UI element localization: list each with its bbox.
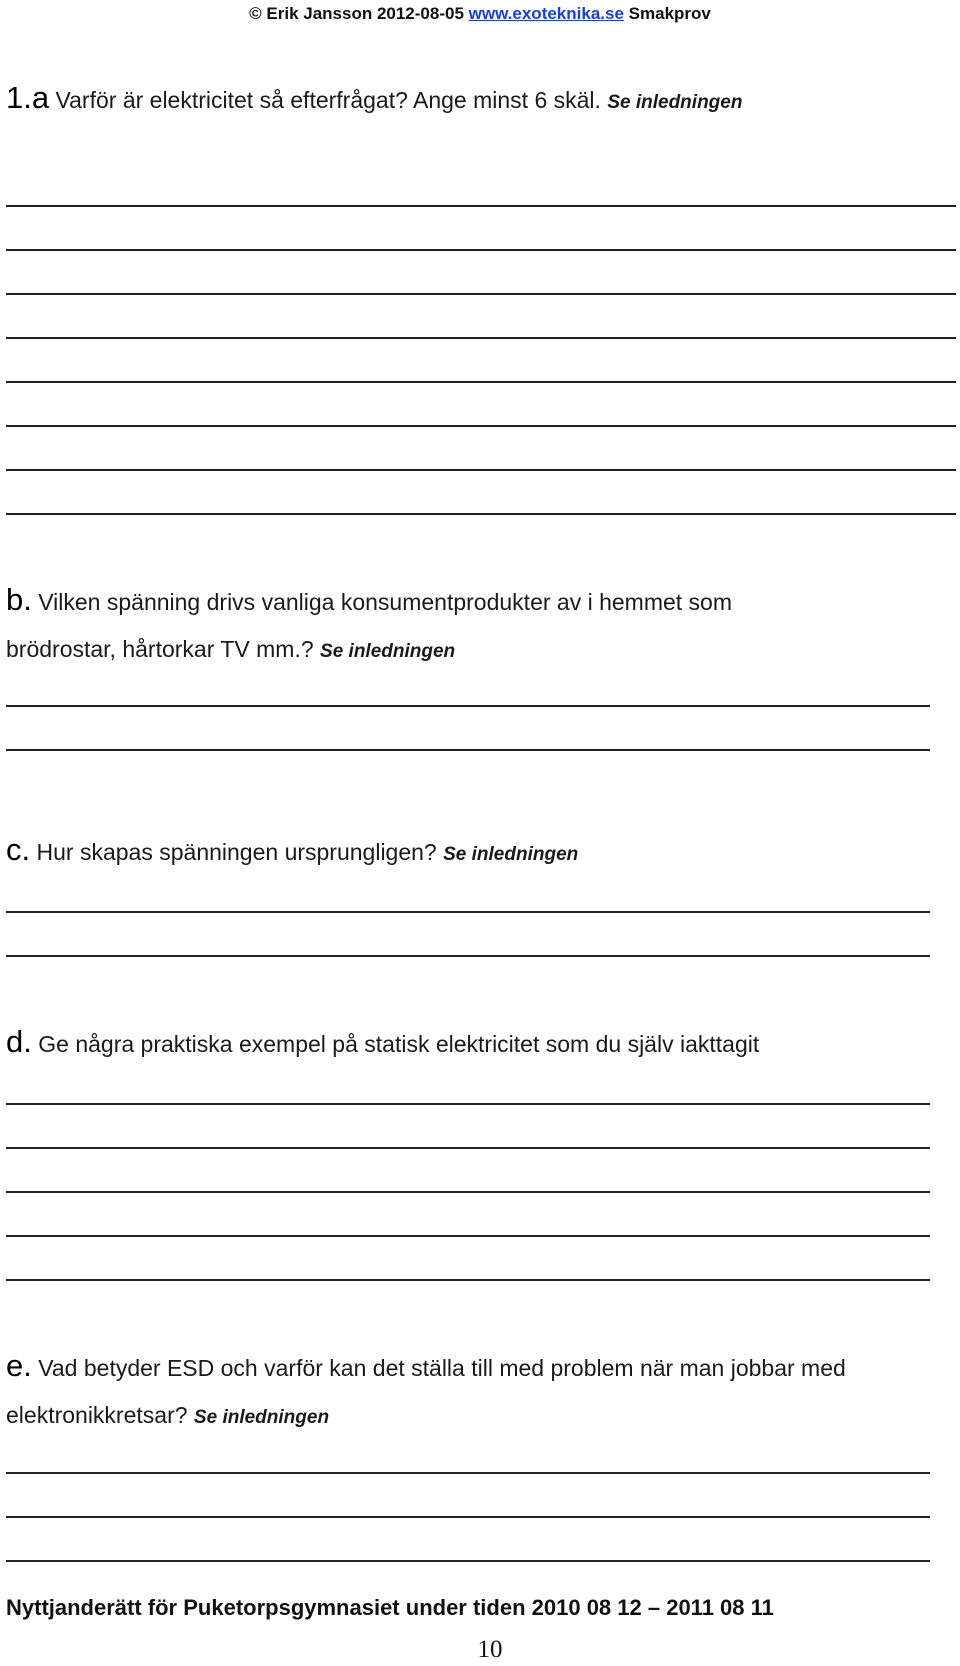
question-text: Vad betyder ESD och varför kan det ställa till med problem när man jobbar med	[31, 1355, 846, 1381]
answer-line[interactable]	[6, 1560, 930, 1562]
question-text: elektronikkretsar?	[6, 1402, 194, 1428]
answer-line[interactable]	[6, 749, 930, 751]
answer-line[interactable]	[6, 425, 956, 427]
question-number: e.	[6, 1348, 32, 1383]
question-number: 1.a	[6, 80, 50, 115]
question-b	[6, 582, 732, 618]
answer-line[interactable]	[6, 911, 930, 913]
header-tag: Smakprov	[628, 4, 711, 23]
page-number: 10	[477, 1636, 503, 1663]
question-text: Varför är elektricitet så efterfrågat? Ange minst 6 skäl.	[49, 87, 608, 113]
question-d	[6, 1024, 759, 1060]
answer-line[interactable]	[6, 249, 956, 251]
answer-line[interactable]	[6, 705, 930, 707]
answer-line[interactable]	[6, 469, 956, 471]
answer-line[interactable]	[6, 1103, 930, 1105]
answer-line[interactable]	[6, 337, 956, 339]
license-footer: Nyttjanderätt för Puketorpsgymnasiet under tiden 2010 08 12 – 2011 08 11	[6, 1595, 774, 1620]
answer-line[interactable]	[6, 1516, 930, 1518]
answer-line[interactable]	[6, 513, 956, 515]
question-b-continued	[6, 636, 455, 663]
question-text: brödrostar, hårtorkar TV mm.?	[6, 636, 321, 662]
question-number: c.	[6, 832, 31, 867]
answer-line[interactable]	[6, 1472, 930, 1474]
page-header	[0, 4, 960, 24]
question-text: Ge några praktiska exempel på statisk elektricitet som du själv iakttagit	[31, 1031, 760, 1057]
reference-note: Se inledningen	[193, 1407, 330, 1428]
answer-line[interactable]	[6, 293, 956, 295]
question-text: Vilken spänning drivs vanliga konsumentprodukter av i hemmet som	[31, 589, 733, 615]
answer-line[interactable]	[6, 1235, 930, 1237]
answer-line[interactable]	[6, 205, 956, 207]
answer-line[interactable]	[6, 381, 956, 383]
question-e	[6, 1348, 846, 1384]
question-number: b.	[6, 582, 32, 617]
header-link[interactable]: www.exoteknika.se	[468, 4, 624, 23]
reference-note: Se inledningen	[607, 92, 743, 113]
answer-line[interactable]	[6, 1191, 930, 1193]
answer-line[interactable]	[6, 1147, 930, 1149]
question-text: Hur skapas spänningen ursprungligen?	[30, 839, 444, 865]
question-number: d.	[6, 1024, 32, 1059]
reference-note: Se inledningen	[443, 844, 579, 865]
question-1a	[6, 80, 742, 116]
question-c	[6, 832, 578, 868]
question-e-continued	[6, 1402, 329, 1429]
header-author: © Erik Jansson 2012-08-05	[249, 4, 464, 23]
answer-line[interactable]	[6, 1279, 930, 1281]
answer-line[interactable]	[6, 955, 930, 957]
reference-note: Se inledningen	[320, 641, 456, 662]
